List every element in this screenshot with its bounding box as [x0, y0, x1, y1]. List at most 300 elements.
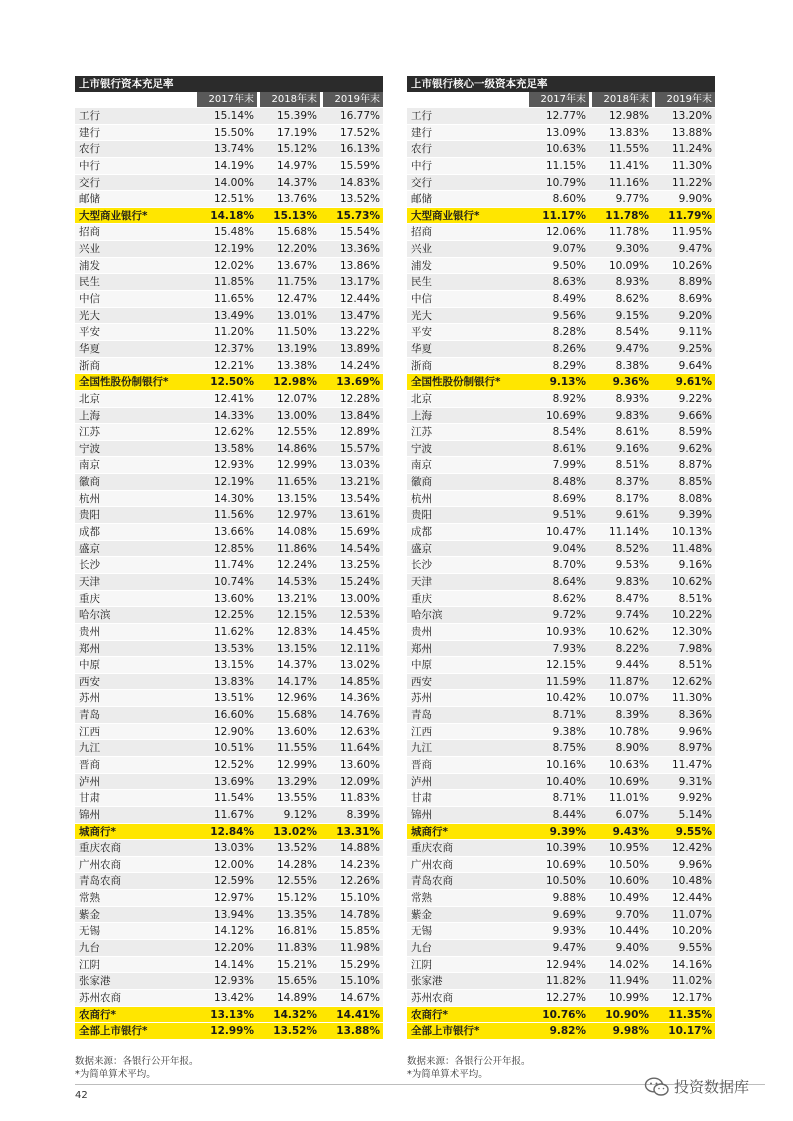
value-2018: 11.50%	[276, 326, 317, 339]
value-2017: 12.94%	[545, 958, 586, 971]
value-2017: 8.70%	[552, 559, 586, 572]
table-row-subtotal	[75, 1007, 383, 1024]
value-2019: 13.21%	[339, 476, 380, 489]
value-2018: 8.22%	[615, 642, 649, 655]
table-row	[407, 740, 715, 757]
value-2019: 9.16%	[678, 559, 712, 572]
value-2018: 9.83%	[615, 409, 649, 422]
value-2017: 8.44%	[552, 808, 586, 821]
value-2019: 8.51%	[678, 592, 712, 605]
bank-name: 北京	[79, 392, 100, 405]
bank-name: 泸州	[411, 775, 432, 788]
value-2017: 9.93%	[552, 925, 586, 938]
value-2019: 13.86%	[339, 259, 380, 272]
column-header-2017: 2017年末	[529, 92, 589, 107]
bank-name: 浦发	[411, 259, 432, 272]
bank-name: 哈尔滨	[411, 609, 443, 622]
value-2017: 12.00%	[213, 858, 254, 871]
value-2017: 9.50%	[552, 259, 586, 272]
value-2017: 10.69%	[545, 858, 586, 871]
table-row	[407, 774, 715, 791]
value-2019: 13.52%	[339, 193, 380, 206]
bank-name: 重庆农商	[411, 842, 453, 855]
table-row	[407, 491, 715, 508]
value-2018: 12.98%	[608, 110, 649, 122]
bank-name: 中行	[411, 159, 432, 172]
bank-name: 锦州	[79, 808, 100, 821]
bank-name: 杭州	[411, 492, 432, 505]
value-2018: 13.21%	[276, 592, 317, 605]
bank-name: 浙商	[411, 359, 432, 372]
table-row	[75, 258, 383, 275]
value-2018: 15.68%	[276, 226, 317, 239]
bank-name: 全国性股份制银行*	[79, 376, 169, 389]
value-2018: 13.76%	[276, 193, 317, 206]
value-2019: 13.88%	[336, 1025, 380, 1038]
value-2019: 15.10%	[339, 975, 380, 988]
value-2017: 13.66%	[213, 526, 254, 539]
value-2018: 11.86%	[276, 542, 317, 555]
table-row	[75, 291, 383, 308]
table-body	[407, 108, 715, 1040]
value-2019: 11.79%	[668, 209, 712, 222]
table-row-subtotal	[407, 1023, 715, 1040]
value-2017: 8.69%	[552, 492, 586, 505]
value-2017: 8.71%	[552, 792, 586, 805]
value-2018: 9.77%	[615, 193, 649, 206]
value-2019: 10.26%	[671, 259, 712, 272]
value-2018: 10.50%	[608, 858, 649, 871]
table-row-subtotal	[407, 1007, 715, 1024]
bank-name: 全国性股份制银行*	[411, 376, 501, 389]
table-row	[407, 324, 715, 341]
table-row	[75, 923, 383, 940]
table-row	[407, 890, 715, 907]
value-2018: 11.75%	[276, 276, 317, 289]
value-2017: 12.41%	[213, 392, 254, 405]
bank-name: 常熟	[79, 892, 100, 905]
value-2017: 9.82%	[549, 1025, 586, 1038]
table-row	[75, 341, 383, 358]
table-row	[407, 274, 715, 291]
bank-name: 青岛	[411, 709, 432, 722]
value-2018: 8.52%	[615, 542, 649, 555]
value-2017: 12.97%	[213, 892, 254, 905]
value-2017: 13.74%	[213, 143, 254, 156]
value-2018: 9.40%	[615, 942, 649, 955]
value-2019: 5.14%	[678, 808, 712, 821]
table-row	[75, 674, 383, 691]
value-2019: 16.13%	[339, 143, 380, 156]
value-2017: 13.53%	[213, 642, 254, 655]
value-2018: 12.98%	[273, 376, 317, 389]
table-row	[75, 391, 383, 408]
value-2017: 12.99%	[210, 1025, 254, 1038]
bank-name: 中信	[411, 293, 432, 306]
value-2017: 12.25%	[213, 609, 254, 622]
value-2017: 9.56%	[552, 309, 586, 322]
value-2017: 8.29%	[552, 359, 586, 372]
bank-name: 上海	[79, 409, 100, 422]
bank-name: 中原	[79, 659, 100, 672]
value-2017: 9.07%	[552, 243, 586, 256]
value-2018: 15.21%	[276, 958, 317, 971]
bank-name: 宁波	[79, 442, 100, 455]
value-2017: 15.14%	[213, 110, 254, 122]
value-2019: 8.36%	[678, 709, 712, 722]
value-2019: 13.03%	[339, 459, 380, 472]
bank-name: 长沙	[79, 559, 100, 572]
bank-name: 西安	[79, 675, 100, 688]
value-2019: 12.09%	[339, 775, 380, 788]
table-row	[75, 690, 383, 707]
value-2018: 11.83%	[276, 942, 317, 955]
value-2018: 10.09%	[608, 259, 649, 272]
value-2018: 15.39%	[276, 110, 317, 122]
value-2019: 9.62%	[678, 442, 712, 455]
value-2018: 8.93%	[615, 392, 649, 405]
value-2018: 9.98%	[612, 1025, 649, 1038]
table-row	[75, 474, 383, 491]
value-2019: 10.48%	[671, 875, 712, 888]
value-2018: 12.83%	[276, 625, 317, 638]
bank-name: 光大	[79, 309, 100, 322]
table-row	[75, 607, 383, 624]
value-2019: 9.96%	[678, 858, 712, 871]
value-2018: 10.63%	[608, 758, 649, 771]
table-row	[407, 341, 715, 358]
value-2019: 9.31%	[678, 775, 712, 788]
value-2018: 12.97%	[276, 509, 317, 522]
table-row	[75, 840, 383, 857]
value-2018: 11.55%	[276, 742, 317, 755]
value-2017: 14.00%	[213, 176, 254, 189]
bank-name: 南京	[79, 459, 100, 472]
value-2018: 10.07%	[608, 692, 649, 705]
table-row	[75, 274, 383, 291]
value-2017: 12.59%	[213, 875, 254, 888]
value-2018: 8.47%	[615, 592, 649, 605]
table-row	[407, 541, 715, 558]
bank-name: 甘肃	[411, 792, 432, 805]
table-row	[407, 574, 715, 591]
value-2019: 9.55%	[678, 942, 712, 955]
bank-name: 北京	[411, 392, 432, 405]
table-row	[75, 507, 383, 524]
value-2018: 12.20%	[276, 243, 317, 256]
value-2017: 13.51%	[213, 692, 254, 705]
value-2017: 12.19%	[213, 243, 254, 256]
value-2018: 8.54%	[615, 326, 649, 339]
value-2017: 10.69%	[545, 409, 586, 422]
value-2017: 12.21%	[213, 359, 254, 372]
bank-name: 广州农商	[79, 858, 121, 871]
value-2019: 13.31%	[336, 825, 380, 838]
value-2019: 11.30%	[671, 692, 712, 705]
value-2017: 14.18%	[210, 209, 254, 222]
value-2018: 9.36%	[612, 376, 649, 389]
value-2017: 9.04%	[552, 542, 586, 555]
value-2017: 11.54%	[213, 792, 254, 805]
value-2019: 11.48%	[671, 542, 712, 555]
bank-name: 交行	[79, 176, 100, 189]
value-2018: 15.12%	[276, 892, 317, 905]
bank-name: 光大	[411, 309, 432, 322]
bank-name: 晋商	[411, 758, 432, 771]
bank-name: 杭州	[79, 492, 100, 505]
value-2019: 13.02%	[339, 659, 380, 672]
value-2018: 14.97%	[276, 159, 317, 172]
value-2017: 15.50%	[213, 126, 254, 139]
value-2019: 11.83%	[339, 792, 380, 805]
value-2017: 12.84%	[210, 825, 254, 838]
value-2019: 13.89%	[339, 342, 380, 355]
value-2017: 7.93%	[552, 642, 586, 655]
table-row	[407, 141, 715, 158]
value-2017: 12.27%	[545, 991, 586, 1004]
table-row	[75, 591, 383, 608]
value-2017: 11.62%	[213, 625, 254, 638]
value-2019: 12.63%	[339, 725, 380, 738]
value-2018: 10.49%	[608, 892, 649, 905]
table-row	[75, 641, 383, 658]
bank-name: 兴业	[411, 243, 432, 256]
value-2017: 8.26%	[552, 342, 586, 355]
bank-name: 张家港	[411, 975, 443, 988]
bank-name: 九江	[79, 742, 100, 755]
value-2018: 13.35%	[276, 908, 317, 921]
table-row	[75, 491, 383, 508]
bank-name: 贵州	[79, 625, 100, 638]
value-2017: 8.60%	[552, 193, 586, 206]
bank-name: 青岛农商	[411, 875, 453, 888]
table-row	[407, 191, 715, 208]
value-2017: 11.82%	[545, 975, 586, 988]
value-2019: 11.24%	[671, 143, 712, 156]
source-note: 数据来源：各银行公开年报。	[75, 1056, 199, 1067]
value-2018: 12.24%	[276, 559, 317, 572]
bank-name: 中行	[79, 159, 100, 172]
table-row	[407, 690, 715, 707]
bank-name: 苏州	[411, 692, 432, 705]
table-row	[407, 707, 715, 724]
bank-name: 农商行*	[411, 1008, 448, 1021]
value-2018: 10.90%	[605, 1008, 649, 1021]
table-row	[75, 175, 383, 192]
value-2017: 11.85%	[213, 276, 254, 289]
table-row	[75, 973, 383, 990]
bank-name: 郑州	[79, 642, 100, 655]
value-2019: 12.53%	[339, 609, 380, 622]
table-row-subtotal	[75, 824, 383, 841]
table-row	[407, 624, 715, 641]
value-2018: 12.99%	[276, 459, 317, 472]
table-row	[407, 957, 715, 974]
value-2018: 11.65%	[276, 476, 317, 489]
bank-name: 平安	[411, 326, 432, 339]
value-2018: 9.44%	[615, 659, 649, 672]
value-2019: 14.85%	[339, 675, 380, 688]
value-2017: 10.63%	[545, 143, 586, 156]
table-row	[407, 674, 715, 691]
column-header-2019: 2019年末	[655, 92, 715, 107]
value-2017: 10.42%	[545, 692, 586, 705]
value-2019: 9.92%	[678, 792, 712, 805]
bank-name: 锦州	[411, 808, 432, 821]
value-2017: 8.75%	[552, 742, 586, 755]
wechat-icon	[644, 1077, 670, 1097]
value-2018: 9.83%	[615, 575, 649, 588]
value-2017: 12.20%	[213, 942, 254, 955]
value-2019: 12.44%	[339, 293, 380, 306]
bank-name: 西安	[411, 675, 432, 688]
bank-name: 江苏	[411, 426, 432, 439]
value-2017: 12.85%	[213, 542, 254, 555]
value-2017: 8.63%	[552, 276, 586, 289]
value-2017: 13.58%	[213, 442, 254, 455]
table-row	[75, 890, 383, 907]
bank-name: 建行	[411, 126, 432, 139]
value-2018: 13.67%	[276, 259, 317, 272]
bank-name: 南京	[411, 459, 432, 472]
value-2017: 10.51%	[213, 742, 254, 755]
table-row	[407, 641, 715, 658]
bank-name: 上海	[411, 409, 432, 422]
value-2019: 9.47%	[678, 243, 712, 256]
table-header	[407, 92, 715, 108]
value-2018: 8.37%	[615, 476, 649, 489]
table-row	[75, 807, 383, 824]
value-2017: 10.50%	[545, 875, 586, 888]
value-2017: 8.48%	[552, 476, 586, 489]
value-2017: 11.17%	[542, 209, 586, 222]
value-2019: 12.26%	[339, 875, 380, 888]
value-2018: 10.62%	[608, 625, 649, 638]
value-2019: 15.59%	[339, 159, 380, 172]
value-2019: 8.39%	[346, 808, 380, 821]
value-2018: 8.90%	[615, 742, 649, 755]
value-2018: 12.96%	[276, 692, 317, 705]
value-2017: 14.33%	[213, 409, 254, 422]
table-title: 上市银行核心一级资本充足率	[407, 76, 715, 92]
bank-name: 建行	[79, 126, 100, 139]
value-2018: 13.00%	[276, 409, 317, 422]
value-2018: 12.15%	[276, 609, 317, 622]
bank-name: 华夏	[411, 342, 432, 355]
value-2018: 11.78%	[605, 209, 649, 222]
bank-name: 城商行*	[79, 825, 116, 838]
bank-name: 九江	[411, 742, 432, 755]
value-2019: 12.11%	[339, 642, 380, 655]
value-2017: 12.50%	[210, 376, 254, 389]
value-2017: 13.69%	[213, 775, 254, 788]
bank-name: 邮储	[79, 193, 100, 206]
table-row	[75, 457, 383, 474]
bank-name: 城商行*	[411, 825, 448, 838]
bank-name: 成都	[411, 526, 432, 539]
value-2018: 11.01%	[608, 792, 649, 805]
value-2018: 11.94%	[608, 975, 649, 988]
bank-name: 无锡	[79, 925, 100, 938]
value-2017: 14.30%	[213, 492, 254, 505]
table-row	[407, 923, 715, 940]
value-2018: 9.74%	[615, 609, 649, 622]
table-row	[75, 524, 383, 541]
table-row-subtotal	[407, 374, 715, 391]
value-2017: 12.06%	[545, 226, 586, 239]
table-row	[75, 940, 383, 957]
value-2019: 13.47%	[339, 309, 380, 322]
bank-name: 江西	[411, 725, 432, 738]
value-2019: 7.98%	[678, 642, 712, 655]
table-row	[407, 108, 715, 125]
bank-name: 泸州	[79, 775, 100, 788]
bank-name: 重庆	[411, 592, 432, 605]
value-2017: 12.93%	[213, 459, 254, 472]
value-2019: 9.61%	[675, 376, 712, 389]
table-row	[75, 358, 383, 375]
value-2019: 13.60%	[339, 758, 380, 771]
table-row	[75, 873, 383, 890]
value-2017: 9.13%	[549, 376, 586, 389]
value-2018: 12.55%	[276, 875, 317, 888]
value-2019: 12.62%	[671, 675, 712, 688]
value-2018: 15.13%	[273, 209, 317, 222]
value-2018: 10.44%	[608, 925, 649, 938]
value-2019: 13.84%	[339, 409, 380, 422]
table-row	[75, 657, 383, 674]
value-2017: 13.13%	[210, 1008, 254, 1021]
table-row	[407, 175, 715, 192]
value-2017: 11.67%	[213, 808, 254, 821]
bank-name: 工行	[411, 110, 432, 122]
value-2019: 8.87%	[678, 459, 712, 472]
value-2018: 8.51%	[615, 459, 649, 472]
value-2019: 8.69%	[678, 293, 712, 306]
value-2018: 13.55%	[276, 792, 317, 805]
value-2017: 10.39%	[545, 842, 586, 855]
value-2017: 12.93%	[213, 975, 254, 988]
bank-name: 全部上市银行*	[411, 1025, 480, 1038]
bank-name: 天津	[411, 575, 432, 588]
value-2019: 8.97%	[678, 742, 712, 755]
value-2019: 15.57%	[339, 442, 380, 455]
bank-name: 农商行*	[79, 1008, 116, 1021]
value-2017: 8.62%	[552, 592, 586, 605]
value-2017: 12.37%	[213, 342, 254, 355]
value-2017: 13.42%	[213, 991, 254, 1004]
table-core-tier1-ratio	[407, 76, 715, 1040]
value-2017: 10.16%	[545, 758, 586, 771]
value-2018: 10.60%	[608, 875, 649, 888]
value-2017: 10.76%	[542, 1008, 586, 1021]
column-header-2018: 2018年末	[592, 92, 652, 107]
column-header-2017: 2017年末	[197, 92, 257, 107]
bank-name: 重庆农商	[79, 842, 121, 855]
bank-name: 青岛农商	[79, 875, 121, 888]
watermark	[644, 1076, 749, 1097]
value-2017: 11.56%	[213, 509, 254, 522]
table-row	[75, 241, 383, 258]
table-row-subtotal	[75, 208, 383, 225]
table-row-subtotal	[407, 208, 715, 225]
value-2018: 8.62%	[615, 293, 649, 306]
value-2017: 10.74%	[213, 575, 254, 588]
table-row	[407, 973, 715, 990]
table-row	[75, 191, 383, 208]
value-2017: 8.61%	[552, 442, 586, 455]
value-2018: 8.93%	[615, 276, 649, 289]
